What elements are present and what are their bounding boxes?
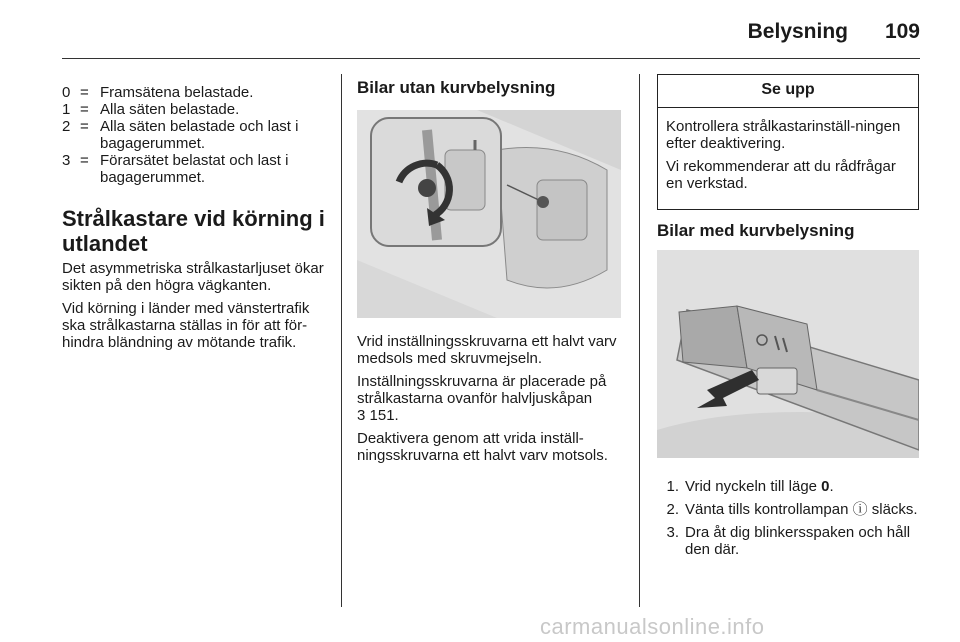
middle-column [357, 78, 625, 98]
list-item: 1. Vrid nyckeln till läge 0. [666, 478, 834, 495]
middle-column-text [357, 333, 627, 470]
list-item: 2 = Alla säten belastade och last i bagagerummet. [62, 118, 299, 152]
paragraph: Vrid inställningsskruvarna ett halvt varv medsols med skruvmejseln. [357, 333, 617, 367]
watermark: carmanualsonline.info [540, 614, 765, 639]
headlamp-adjust-illustration [357, 110, 621, 318]
column-divider-1 [341, 74, 342, 607]
list-item: 3. Dra åt dig blinkersspaken och håll den där. [666, 524, 911, 558]
list-item: 2. Vänta tills kontrollampan ⓘ släcks. [666, 501, 918, 518]
page-number: 109 [884, 20, 920, 43]
warning-paragraph: Kontrollera strålkastarinställ-ningen efter deaktivering. [666, 118, 901, 152]
paragraph: Det asymmetriska strålkastarljuset ökar sikten på den högra vägkanten. [62, 260, 324, 294]
section-heading: Strålkastare vid körning i utlandet [62, 206, 325, 256]
column-divider-2 [639, 74, 640, 607]
paragraph: Deaktivera genom att vrida inställ-ningsskruvarna ett halvt varv motsols. [357, 430, 608, 464]
paragraph: Vid körning i länder med vänstertrafik ska strålkastarna ställas in för att för-hindra bländning av mötande trafik. [62, 300, 310, 351]
warning-box [657, 74, 919, 210]
section-heading: Bilar med kurvbelysning [657, 221, 855, 240]
headlamp-illustration-svg [357, 110, 621, 318]
list-item: 3 = Förarsätet belastat och last i bagagerummet. [62, 152, 289, 186]
warning-paragraph: Vi rekommenderar att du rådfrågar en verkstad. [666, 158, 896, 192]
header-rule [62, 58, 920, 59]
left-column [62, 84, 330, 357]
list-item: 0 = Framsätena belastade. [62, 84, 254, 101]
steps-list [657, 478, 919, 558]
page-reference[interactable]: 3 151. [357, 407, 399, 424]
warning-title: Se upp [658, 75, 918, 108]
indicator-stalk-illustration [657, 250, 919, 458]
warning-body [658, 108, 918, 192]
page-title: Belysning [747, 20, 848, 43]
section-heading: Bilar utan kurvbelysning [357, 78, 556, 97]
load-list [62, 84, 330, 186]
list-item: 1 = Alla säten belastade. [62, 101, 240, 118]
stalk-illustration-svg [657, 250, 919, 458]
paragraph: Inställningsskruvarna är placerade på strålkastarna ovanför halvljuskåpan 3 151. [357, 373, 607, 424]
